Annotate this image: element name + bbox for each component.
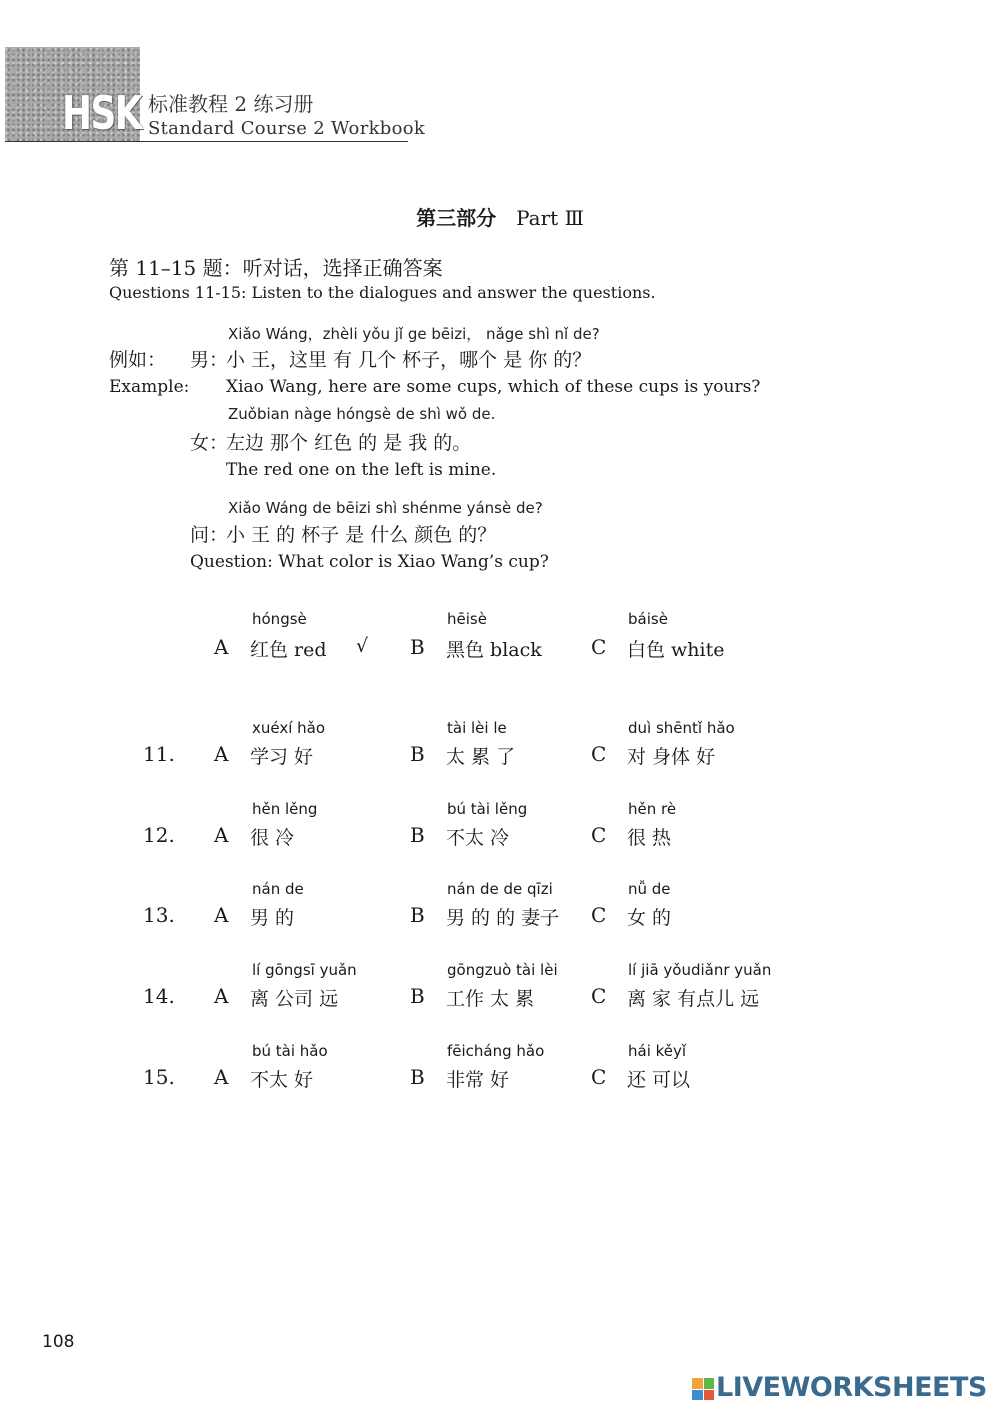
option-c-text[interactable]: 女 的 (627, 907, 672, 929)
section-title (0, 202, 1000, 231)
option-b-text[interactable]: 男 的 的 妻子 (446, 907, 560, 929)
hsk-logo: HSK (62, 86, 141, 140)
option-b-pinyin: bú tài lěng (447, 800, 528, 818)
option-c-text[interactable]: 还 可以 (627, 1069, 691, 1091)
option-a-letter[interactable]: A (214, 984, 229, 1008)
option-c-letter[interactable]: C (591, 1065, 607, 1089)
option-b-text[interactable]: 太 累 了 (446, 746, 516, 768)
example-woman-pinyin: Zuǒbian nàge hóngsè de shì wǒ de. (228, 405, 496, 423)
grid-cell (692, 1390, 703, 1401)
example-label-en: Example: (109, 377, 190, 397)
option-c-pinyin: duì shēntǐ hǎo (628, 719, 735, 737)
option-b-text[interactable]: 非常 好 (446, 1069, 510, 1091)
example-option-b-pinyin: hēisè (447, 610, 487, 628)
instructions-zh: 第 11–15 题：听对话，选择正确答案 (109, 256, 443, 280)
option-c-letter[interactable]: C (591, 742, 607, 766)
option-a-pinyin: hěn lěng (252, 800, 318, 818)
book-title-en: Standard Course 2 Workbook (148, 118, 426, 139)
example-man-en: Xiao Wang, here are some cups, which of these cups is yours? (226, 377, 761, 397)
example-woman-en: The red one on the left is mine. (226, 460, 497, 480)
example-option-c-letter[interactable]: C (591, 635, 607, 659)
option-a-text[interactable]: 不太 好 (250, 1069, 314, 1091)
header-rule (5, 141, 408, 142)
liveworksheets-grid-icon (692, 1378, 714, 1400)
option-b-text[interactable]: 不太 冷 (446, 827, 510, 849)
option-a-pinyin: nán de (252, 880, 304, 898)
option-c-letter[interactable]: C (591, 984, 607, 1008)
liveworksheets-wordmark: LIVEWORKSHEETS (716, 1372, 987, 1403)
instructions-en: Questions 11-15: Listen to the dialogues and answer the questions. (109, 283, 656, 302)
option-c-letter[interactable]: C (591, 903, 607, 927)
example-option-a-pinyin: hóngsè (252, 610, 307, 628)
example-question-zh: 小 王 的 杯子 是 什么 颜色 的？ (226, 524, 497, 546)
option-b-letter[interactable]: B (410, 1065, 425, 1089)
option-b-letter[interactable]: B (410, 984, 425, 1008)
option-a-pinyin: bú tài hǎo (252, 1042, 328, 1060)
example-option-c-text[interactable]: 白色 white (627, 639, 725, 661)
option-b-letter[interactable]: B (410, 742, 425, 766)
option-a-text[interactable]: 男 的 (250, 907, 295, 929)
option-c-letter[interactable]: C (591, 823, 607, 847)
question-number: 11. (143, 742, 175, 766)
example-option-a-letter[interactable]: A (214, 635, 229, 659)
example-man-zh: 小 王，这里 有 几个 杯子，哪个 是 你 的？ (226, 349, 592, 371)
example-question-pinyin: Xiǎo Wáng de bēizi shì shénme yánsè de? (228, 499, 543, 517)
grid-cell (704, 1390, 715, 1401)
question-number: 15. (143, 1065, 175, 1089)
option-a-text[interactable]: 离 公司 远 (250, 988, 339, 1010)
option-b-pinyin: gōngzuò tài lèi (447, 961, 558, 979)
option-a-text[interactable]: 很 冷 (250, 827, 295, 849)
section-title-part: Part Ⅲ (516, 206, 584, 230)
option-a-pinyin: xuéxí hǎo (252, 719, 326, 737)
example-man-pinyin: Xiǎo Wáng，zhèli yǒu jǐ ge bēizi， nǎge shì nǐ de? (228, 325, 600, 343)
example-question-en: Question: What color is Xiao Wang’s cup? (190, 552, 549, 572)
option-c-pinyin: lí jiā yǒudiǎnr yuǎn (628, 961, 772, 979)
question-number: 14. (143, 984, 175, 1008)
grid-cell (692, 1378, 703, 1389)
option-b-letter[interactable]: B (410, 823, 425, 847)
option-a-letter[interactable]: A (214, 903, 229, 927)
option-b-letter[interactable]: B (410, 903, 425, 927)
grid-cell (704, 1378, 715, 1389)
example-label-zh: 例如： (109, 349, 167, 371)
option-c-text[interactable]: 很 热 (627, 827, 672, 849)
book-title-zh: 标准教程 2 练习册 (148, 92, 314, 116)
option-b-pinyin: fēicháng hǎo (447, 1042, 545, 1060)
example-checkmark: √ (356, 635, 369, 657)
example-question-speaker: 问： (190, 524, 229, 546)
example-woman-zh: 左边 那个 红色 的 是 我 的。 (226, 432, 472, 454)
option-a-letter[interactable]: A (214, 1065, 229, 1089)
option-b-pinyin: nán de de qīzi (447, 880, 553, 898)
example-option-b-letter[interactable]: B (410, 635, 425, 659)
example-woman-speaker: 女： (190, 432, 229, 454)
option-c-text[interactable]: 离 家 有点儿 远 (627, 988, 760, 1010)
page-number: 108 (42, 1332, 75, 1352)
example-man-speaker: 男： (190, 349, 229, 371)
question-number: 13. (143, 903, 175, 927)
option-b-pinyin: tài lèi le (447, 719, 507, 737)
option-c-text[interactable]: 对 身体 好 (627, 746, 716, 768)
example-option-a-text[interactable]: 红色 red (250, 639, 327, 661)
section-title-zh: 第三部分 (416, 206, 497, 230)
question-number: 12. (143, 823, 175, 847)
option-c-pinyin: hái kěyǐ (628, 1042, 687, 1060)
option-a-pinyin: lí gōngsī yuǎn (252, 961, 357, 979)
option-c-pinyin: hěn rè (628, 800, 677, 818)
option-a-text[interactable]: 学习 好 (250, 746, 314, 768)
option-a-letter[interactable]: A (214, 742, 229, 766)
option-b-text[interactable]: 工作 太 累 (446, 988, 535, 1010)
example-option-b-text[interactable]: 黑色 black (446, 639, 542, 661)
option-c-pinyin: nǚ de (628, 880, 671, 898)
option-a-letter[interactable]: A (214, 823, 229, 847)
example-option-c-pinyin: báisè (628, 610, 668, 628)
